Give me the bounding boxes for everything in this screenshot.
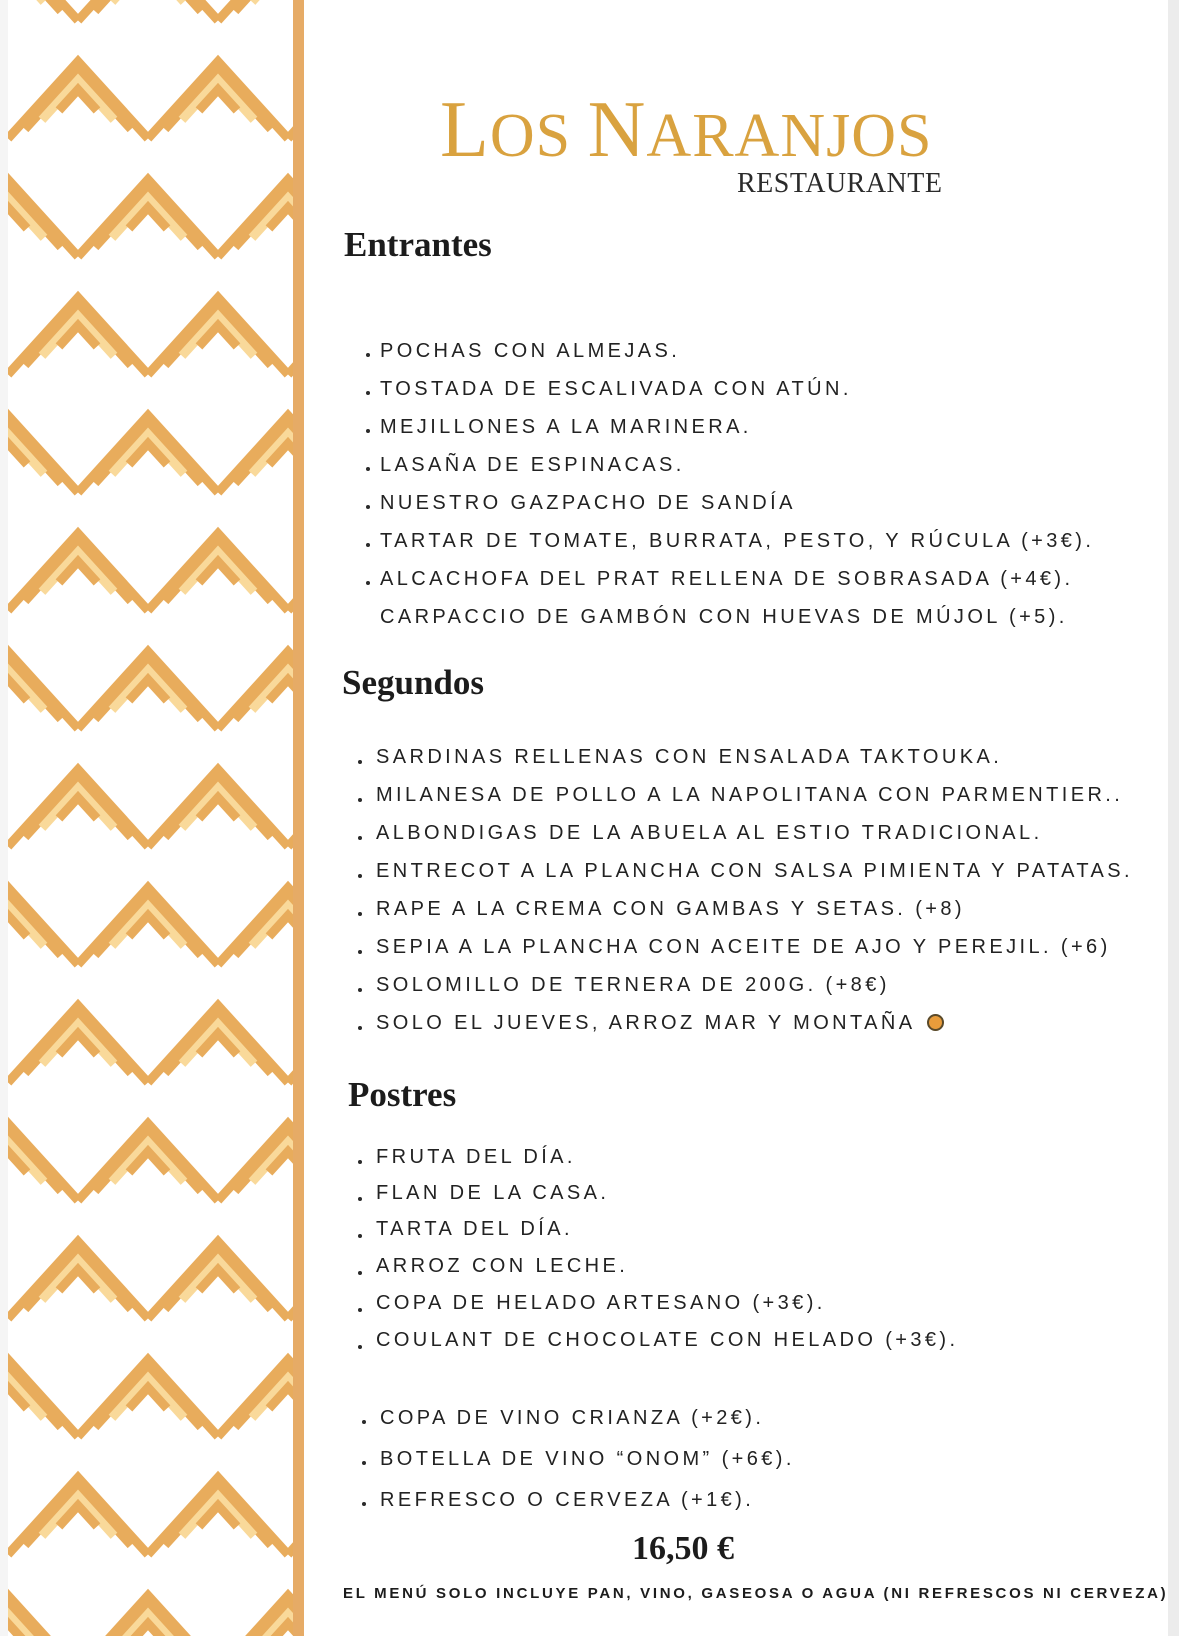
- restaurant-logo: [440, 86, 943, 199]
- bullet: [358, 1026, 362, 1030]
- bullet: [362, 1502, 366, 1506]
- bullet: [358, 1271, 362, 1275]
- entrantes-item: TOSTADA DE ESCALIVADA CON ATÚN.: [380, 378, 852, 400]
- chevron-stroke: [95, 0, 201, 11]
- bullet: [358, 798, 362, 802]
- segundos-item: RAPE A LA CREMA CON GAMBAS Y SETAS. (+8): [376, 898, 965, 920]
- brand-initial-n: N: [587, 86, 647, 174]
- bullet: [358, 912, 362, 916]
- chevron-stroke: [252, 0, 293, 2]
- bullet: [358, 1234, 362, 1238]
- segundos-item: ENTRECOT A LA PLANCHA CON SALSA PIMIENTA Y PATATAS.: [376, 860, 1133, 882]
- bullet: [366, 391, 370, 395]
- chevron-pattern-svg: [8, 0, 293, 1636]
- bullet: [358, 874, 362, 878]
- bullet: [358, 1197, 362, 1201]
- entrantes-item: POCHAS CON ALMEJAS.: [380, 340, 681, 362]
- segundos-item: SOLOMILLO DE TERNERA DE 200G. (+8€): [376, 974, 890, 996]
- chevron-stroke: [8, 0, 61, 11]
- menu-price: 16,50 €: [632, 1530, 734, 1567]
- decorative-chevron-pattern: [8, 0, 293, 1636]
- brand-word-los: OS: [489, 102, 572, 170]
- segundos-item: MILANESA DE POLLO A LA NAPOLITANA CON PARMENTIER..: [376, 784, 1124, 806]
- chevron-stroke: [8, 0, 78, 21]
- entrantes-item: LASAÑA DE ESPINACAS.: [380, 454, 685, 476]
- bullet: [358, 950, 362, 954]
- postres-item: FLAN DE LA CASA.: [376, 1182, 610, 1204]
- segundos-item: SARDINAS RELLENAS CON ENSALADA TAKTOUKA.: [376, 746, 1003, 768]
- bullet: [362, 1461, 366, 1465]
- section-title-segundos: Segundos: [342, 663, 485, 702]
- entrantes-item: TARTAR DE TOMATE, BURRATA, PESTO, Y RÚCULA (+3€).: [380, 530, 1095, 552]
- bebidas-item: BOTELLA DE VINO “ONOM” (+6€).: [380, 1448, 795, 1470]
- bullet: [366, 543, 370, 547]
- bullet: [358, 1308, 362, 1312]
- postres-item: COPA DE HELADO ARTESANO (+3€).: [376, 1292, 826, 1314]
- bullet: [366, 467, 370, 471]
- bullet: [366, 505, 370, 509]
- section-title-entrantes: Entrantes: [344, 225, 492, 264]
- bullet: [362, 1420, 366, 1424]
- entrantes-item: CARPACCIO DE GAMBÓN CON HUEVAS DE MÚJOL (+5).: [380, 606, 1068, 628]
- brand-initial-l: L: [440, 86, 490, 174]
- segundos-item: SEPIA A LA PLANCHA CON ACEITE DE AJO Y PEREJIL. (+6): [376, 936, 1111, 958]
- bebidas-item: REFRESCO O CERVEZA (+1€).: [380, 1489, 755, 1511]
- restaurant-subtitle: RESTAURANTE: [737, 168, 943, 199]
- restaurant-name: [440, 86, 940, 174]
- section-title-postres: Postres: [348, 1075, 457, 1114]
- postres-item: ARROZ CON LECHE.: [376, 1255, 629, 1277]
- page-left-edge: [0, 0, 8, 1636]
- page-right-edge: [1168, 0, 1179, 1636]
- bullet: [366, 581, 370, 585]
- bullet: [366, 353, 370, 357]
- segundos-item-text: SOLO EL JUEVES, ARROZ MAR Y MONTAÑA: [376, 1012, 915, 1034]
- paella-icon: [927, 1014, 944, 1031]
- bullet: [358, 836, 362, 840]
- chevron-stroke: [112, 0, 184, 2]
- decorative-vertical-stripe: [293, 0, 304, 1636]
- brand-word-naranjos: ARANJOS: [646, 102, 933, 170]
- entrantes-item: MEJILLONES A LA MARINERA.: [380, 416, 752, 438]
- bebidas-item: COPA DE VINO CRIANZA (+2€).: [380, 1407, 765, 1429]
- segundos-item: ALBONDIGAS DE LA ABUELA AL ESTIO TRADICIONAL.: [376, 822, 1043, 844]
- chevron-stroke: [8, 0, 44, 2]
- entrantes-item: NUESTRO GAZPACHO DE SANDÍA: [380, 492, 796, 514]
- postres-item: COULANT DE CHOCOLATE CON HELADO (+3€).: [376, 1329, 959, 1351]
- bullet: [358, 1160, 362, 1164]
- postres-item: TARTA DEL DÍA.: [376, 1218, 573, 1240]
- bullet: [358, 988, 362, 992]
- postres-item: FRUTA DEL DÍA.: [376, 1146, 576, 1168]
- entrantes-item: ALCACHOFA DEL PRAT RELLENA DE SOBRASADA (+4€).: [380, 568, 1074, 590]
- segundos-item: [376, 1012, 944, 1035]
- menu-note: EL MENÚ SOLO INCLUYE PAN, VINO, GASEOSA O AGUA (NI REFRESCOS NI CERVEZA): [343, 1585, 1169, 1602]
- bullet: [358, 760, 362, 764]
- bullet: [358, 1345, 362, 1349]
- chevron-stroke: [235, 0, 293, 11]
- bullet: [366, 429, 370, 433]
